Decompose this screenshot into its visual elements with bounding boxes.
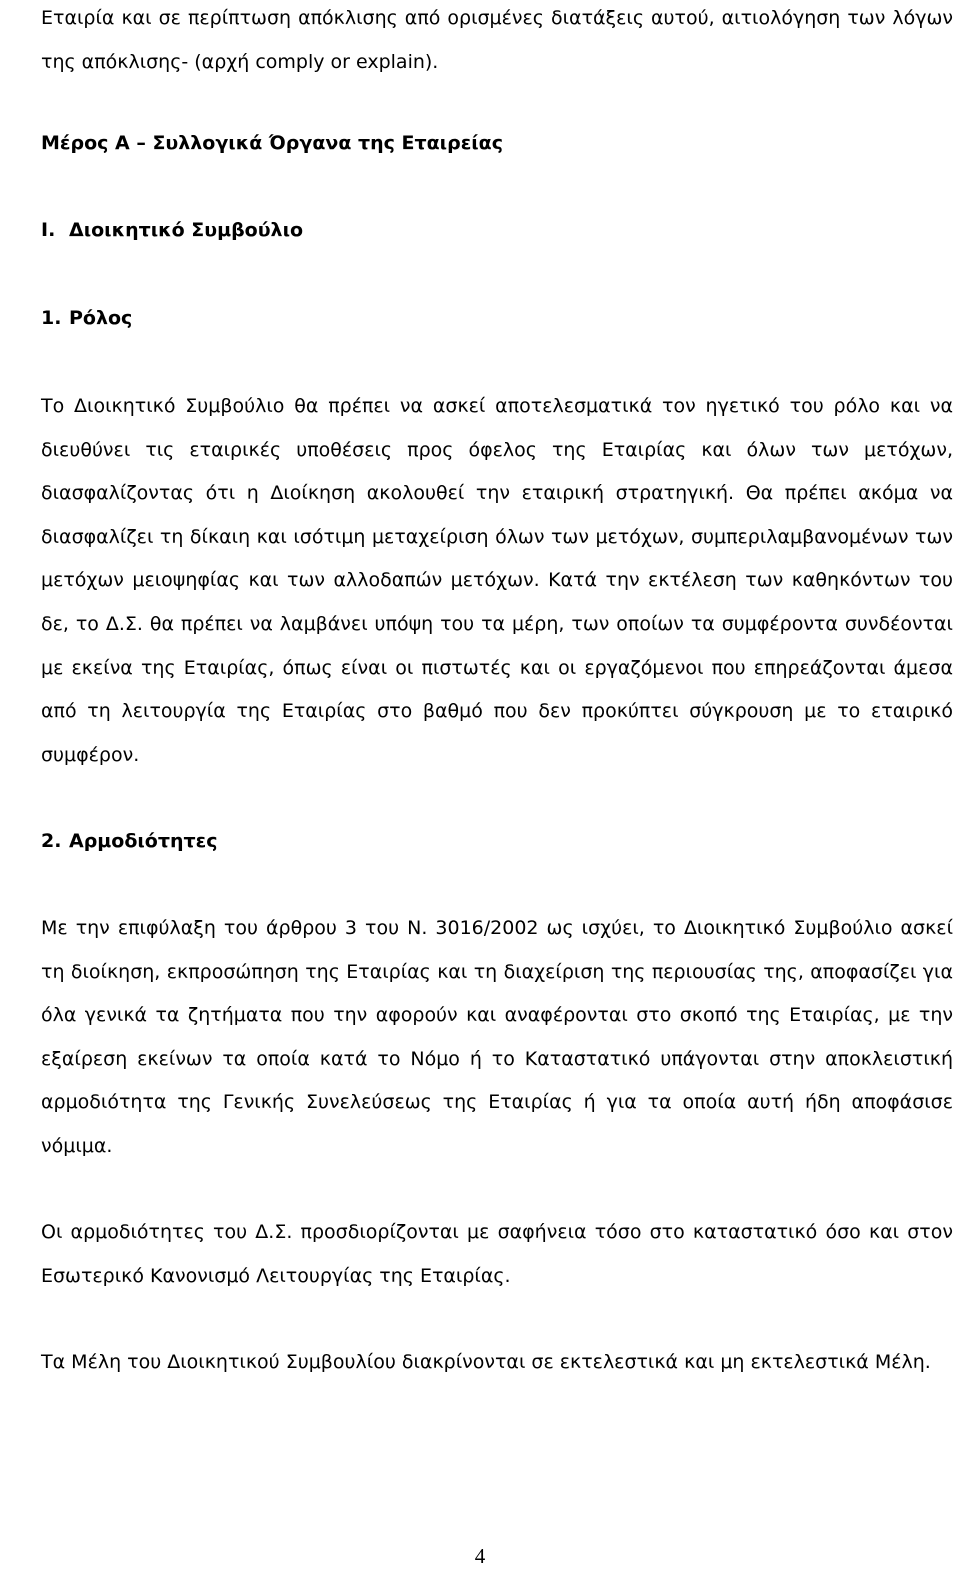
subsection-role-heading	[41, 303, 132, 333]
subsection-role-title: Ρόλος	[69, 307, 133, 329]
subsection-powers-heading	[41, 826, 217, 856]
role-paragraph: Το Διοικητικό Συμβούλιο θα πρέπει να ασκεί αποτελεσματικά τον ηγετικό του ρόλο και να διευθύνει τις εταιρικές υποθέσεις προς όφελος της Εταιρίας και όλων των μετόχων, διασφαλίζοντας ότι η Διοίκηση ακολουθεί την εταιρική στρατηγική. Θα πρέπει ακόμα να διασφαλίζει τη δίκαιη και ισότιμη μεταχείριση όλων των μετόχων, συμπεριλαμβανομένων των μετόχων μειοψηφίας και των αλλοδαπών μετόχων. Κατά την εκτέλεση των καθηκόντων του δε, το Δ.Σ. θα πρέπει να λαμβάνει υπόψη του τα μέρη, των οποίων τα συμφέροντα συνδέονται με εκείνα της Εταιρίας, όπως είναι οι πιστωτές και οι εργαζόμενοι που επηρεάζονται άμεσα από τη λειτουργία της Εταιρίας στο βαθμό που δεν προκύπτει σύγκρουση με το εταιρικό συμφέρον.	[41, 395, 953, 766]
section-number: I.	[41, 219, 56, 241]
powers-paragraph-3: Τα Μέλη του Διοικητικού Συμβουλίου διακρίνονται σε εκτελεστικά και μη εκτελεστικά Μέλη.	[41, 1351, 931, 1373]
page-number: 4	[474, 1544, 486, 1568]
intro-paragraph: Εταιρία και σε περίπτωση απόκλισης από ορισμένες διατάξεις αυτού, αιτιολόγηση των λόγων της απόκλισης- (αρχή comply or explain).	[41, 7, 953, 73]
subsection-role-number: 1.	[41, 307, 62, 329]
subsection-powers-title: Αρμοδιότητες	[69, 830, 218, 852]
part-heading: Μέρος Α – Συλλογικά Όργανα της Εταιρείας	[41, 132, 503, 154]
subsection-powers-number: 2.	[41, 830, 62, 852]
section-heading	[41, 215, 303, 245]
powers-paragraph-1: Με την επιφύλαξη του άρθρου 3 του Ν. 3016/2002 ως ισχύει, το Διοικητικό Συμβούλιο ασκεί τη διοίκηση, εκπροσώπηση της Εταιρίας και τη διαχείριση της περιουσίας της, αποφασίζει για όλα γενικά τα ζητήματα που την αφορούν και αναφέρονται στο σκοπό της Εταιρίας, με την εξαίρεση εκείνων τα οποία κατά το Νόμο ή το Καταστατικό υπάγονται στην αποκλειστική αρμοδιότητα της Γενικής Συνελεύσεως της Εταιρίας ή για τα οποία αυτή ήδη αποφάσισε νόμιμα.	[41, 917, 953, 1157]
section-title: Διοικητικό Συμβούλιο	[69, 219, 304, 241]
powers-paragraph-2: Οι αρμοδιότητες του Δ.Σ. προσδιορίζονται με σαφήνεια τόσο στο καταστατικό όσο και στον Εσωτερικό Κανονισμό Λειτουργίας της Εταιρίας.	[41, 1221, 953, 1287]
